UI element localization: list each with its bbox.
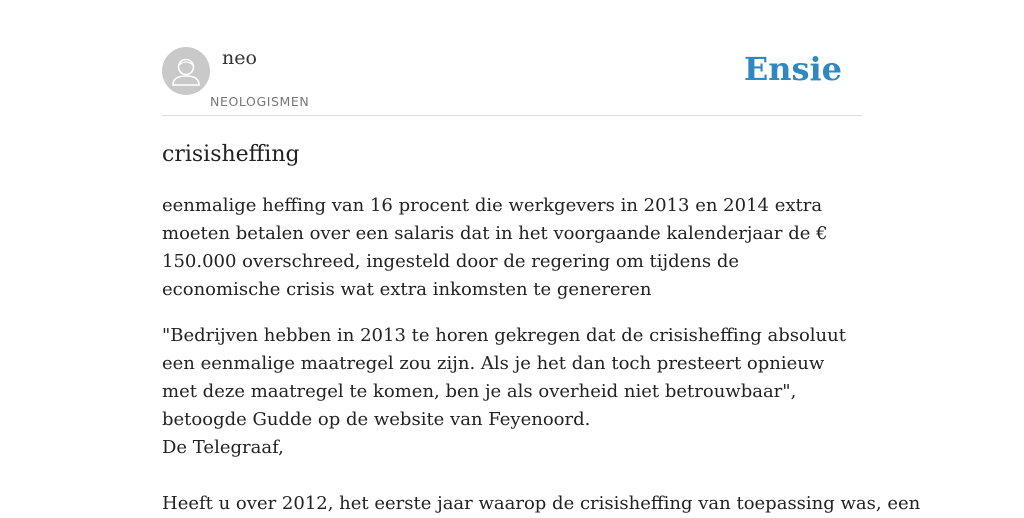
category-link[interactable]: NEOLOGISMEN <box>210 94 310 109</box>
second-example: Heeft u over 2012, het eerste jaar waarop de crisisheffing van toepassing was, een <box>162 493 921 514</box>
example-quote: "Bedrijven hebben in 2013 te horen gekregen dat de crisisheffing absoluut een eenmalige maatregel zou zijn. Als je het dan toch presteert opnieuw met deze maatregel te komen, ben je als overheid niet betrouwbaar", betoogde Gudde op de website van Feyenoord. <box>162 325 846 430</box>
example-block <box>162 322 862 462</box>
user-icon <box>162 47 210 95</box>
brand-logo[interactable]: Ensie <box>743 50 842 88</box>
avatar[interactable] <box>162 47 210 95</box>
page-container <box>162 0 921 518</box>
username-link[interactable]: neo <box>222 47 257 69</box>
entry-header <box>162 0 862 116</box>
entry-term: crisisheffing <box>162 142 300 167</box>
entry-definition: eenmalige heffing van 16 procent die werkgevers in 2013 en 2014 extra moeten betalen over een salaris dat in het voorgaande kalenderjaar de € 150.000 overschreed, ingesteld door de regering om tijdens de economische crisis wat extra inkomsten te genereren <box>162 195 828 300</box>
example-source: De Telegraaf, <box>162 437 284 458</box>
